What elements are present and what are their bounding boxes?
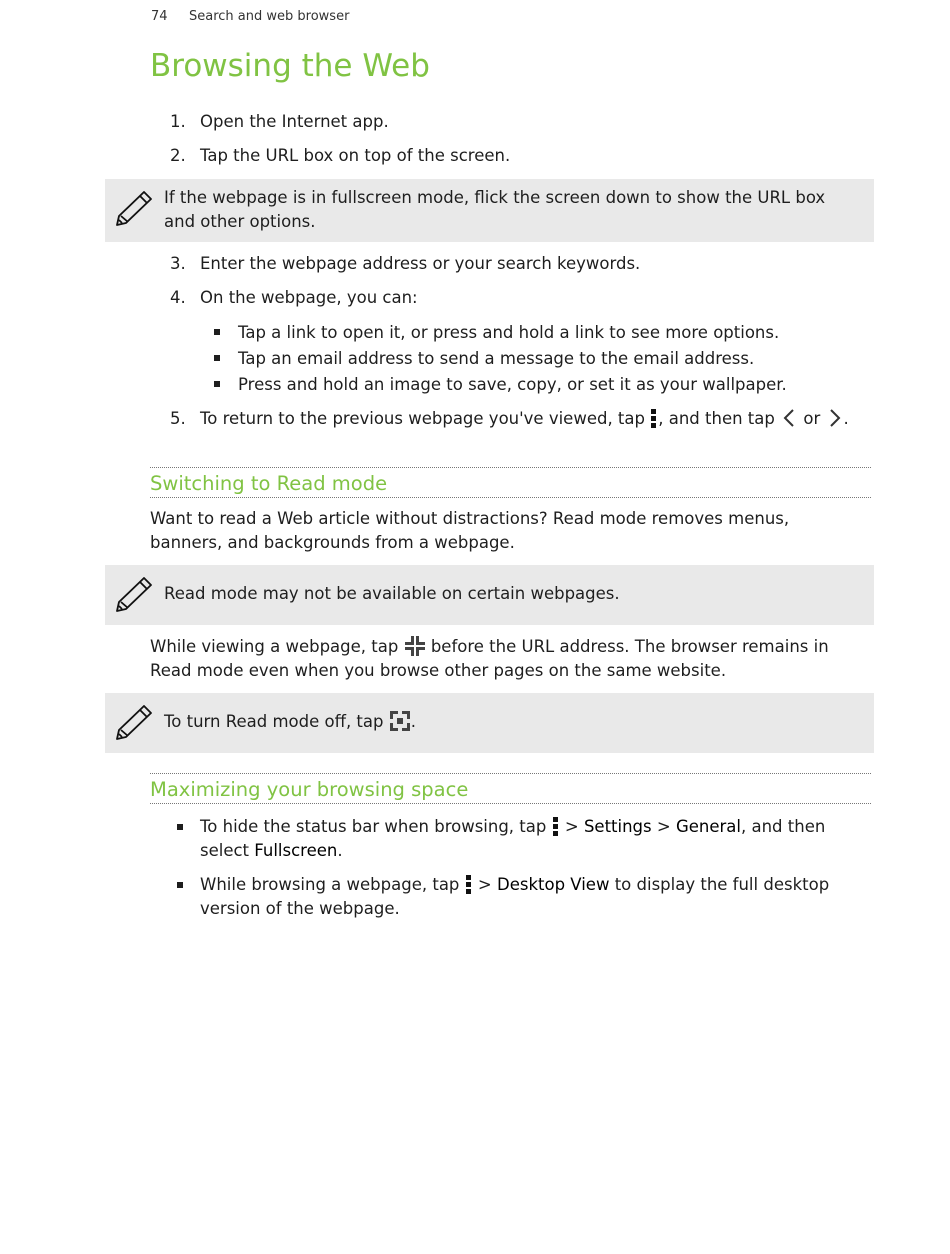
step-text-part: . <box>843 409 849 428</box>
step-text: Tap the URL box on top of the screen. <box>200 146 511 165</box>
section-title: Switching to Read mode <box>150 472 388 495</box>
step-text-part: To return to the previous webpage you've viewed, tap <box>200 409 645 428</box>
note-text-part: To turn Read mode off, tap <box>164 712 384 731</box>
bullet-square <box>214 329 220 335</box>
section-title: Maximizing your browsing space <box>150 778 469 801</box>
note-box <box>105 693 874 753</box>
list-item <box>214 321 779 345</box>
list-text-part: > <box>477 875 492 894</box>
chevron-right-icon <box>826 408 844 428</box>
step-text: Open the Internet app. <box>200 112 389 131</box>
page-number: 74 <box>151 9 168 24</box>
list-text-part: > <box>656 817 671 836</box>
list-text-part: While browsing a webpage, tap <box>200 875 460 894</box>
menu-dots-icon <box>552 816 560 836</box>
section-heading-browsing-space <box>150 773 871 804</box>
list-text-part: select <box>200 841 250 860</box>
list-item-text: Tap a link to open it, or press and hold a link to see more options. <box>238 323 780 342</box>
step-text-part: or <box>803 409 821 428</box>
bullet-square <box>214 355 220 361</box>
step-number: 1. <box>170 112 186 131</box>
menu-dots-icon <box>650 408 658 428</box>
desktop-view-label: Desktop View <box>497 875 610 894</box>
fullscreen-option-label: Fullscreen <box>254 841 338 860</box>
bullet-square <box>177 882 183 888</box>
paragraph-text-part: While viewing a webpage, tap <box>150 637 399 656</box>
note-text-part: . <box>410 712 416 731</box>
pencil-icon <box>114 703 154 741</box>
paragraph <box>150 507 870 555</box>
list-item <box>177 815 867 863</box>
note-box <box>105 179 874 242</box>
list-item <box>177 873 867 921</box>
list-text-part: to display the full desktop <box>614 875 830 894</box>
list-item <box>214 347 754 371</box>
chevron-left-icon <box>780 408 798 428</box>
section-heading-read-mode <box>150 467 871 498</box>
paragraph <box>150 635 870 683</box>
paragraph-line: Want to read a Web article without distractions? Read mode removes menus, <box>150 509 790 528</box>
menu-dots-icon <box>465 874 473 894</box>
page-title: Browsing the Web <box>150 48 430 84</box>
list-item-text <box>200 873 867 921</box>
list-item-text: Tap an email address to send a message to the email address. <box>238 349 755 368</box>
step-text <box>200 407 849 431</box>
paragraph-text-part: before the URL address. The browser remains in <box>430 637 829 656</box>
pencil-icon <box>114 575 154 613</box>
step-number: 3. <box>170 254 186 273</box>
pencil-icon <box>114 189 154 227</box>
note-line: If the webpage is in fullscreen mode, flick the screen down to show the URL box <box>164 188 826 207</box>
list-item <box>214 373 787 397</box>
paragraph-line <box>150 635 870 659</box>
list-item-text: Press and hold an image to save, copy, or set it as your wallpaper. <box>238 375 787 394</box>
note-text <box>164 710 844 734</box>
exit-read-mode-icon <box>389 710 411 732</box>
list-text-part: To hide the status bar when browsing, tap <box>200 817 547 836</box>
step-number: 2. <box>170 146 186 165</box>
list-text-part: version of the webpage. <box>200 899 400 918</box>
note-box <box>105 565 874 625</box>
step-number: 5. <box>170 409 186 428</box>
list-text-part: . <box>337 841 343 860</box>
page-header <box>151 9 349 24</box>
note-line: and other options. <box>164 212 316 231</box>
step-text-part: , and then tap <box>658 409 775 428</box>
settings-menu-label: Settings <box>583 817 652 836</box>
list-text-part: > <box>564 817 579 836</box>
header-section: Search and web browser <box>189 9 350 24</box>
list-text-part: , and then <box>740 817 826 836</box>
step-number: 4. <box>170 288 186 307</box>
read-mode-icon <box>404 635 426 657</box>
bullet-square <box>214 381 220 387</box>
paragraph-line: Read mode even when you browse other pages on the same website. <box>150 661 727 680</box>
step-text: Enter the webpage address or your search keywords. <box>200 254 641 273</box>
list-item-text <box>200 815 867 863</box>
note-text: Read mode may not be available on certain webpages. <box>164 584 620 603</box>
step-text: On the webpage, you can: <box>200 288 418 307</box>
paragraph-line: banners, and backgrounds from a webpage. <box>150 533 515 552</box>
general-menu-label: General <box>675 817 741 836</box>
bullet-square <box>177 824 183 830</box>
